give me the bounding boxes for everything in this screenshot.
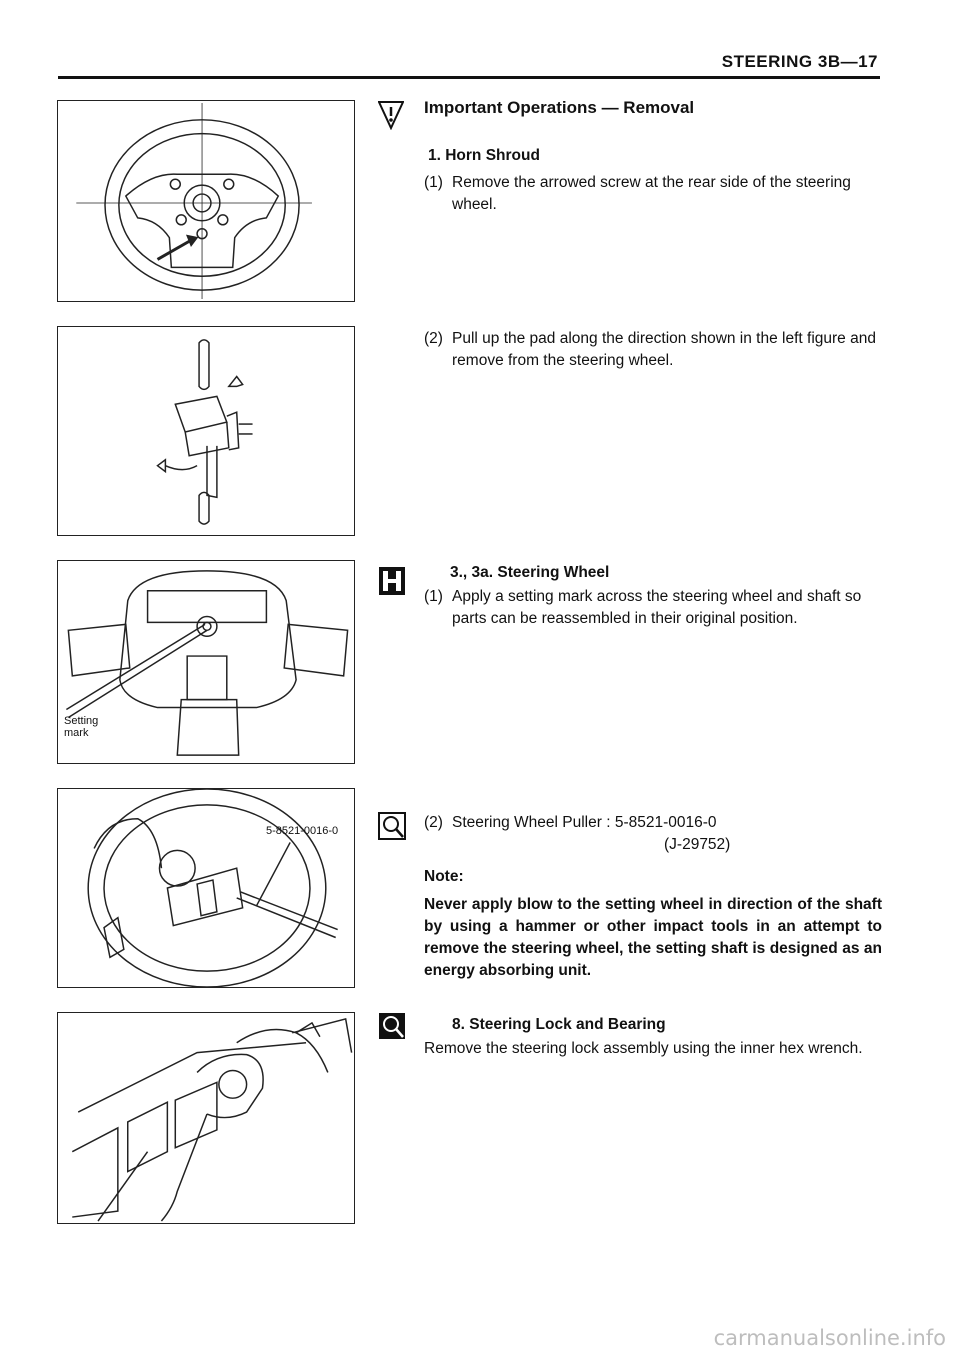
steering-lock-text: Remove the steering lock assembly using the inner hex wrench.: [424, 1040, 863, 1057]
figure-pad-removal: [57, 326, 355, 536]
steering-wheel-puller-alt-number: (J-29752): [664, 836, 731, 853]
puller-part-number-caption: 5-8521-0016-0: [266, 825, 339, 837]
figure-steering-wheel-puller: [57, 788, 355, 988]
caption-line-1: Setting: [64, 715, 99, 727]
watermark-text: carmanualsonline.info: [713, 1326, 946, 1350]
figure-steering-lock: [57, 1012, 355, 1224]
header-rule: [58, 76, 880, 79]
steering-wheel-title: 3., 3a. Steering Wheel: [450, 564, 610, 581]
horn-shroud-step2-text: Pull up the pad along the direction shown in the left figure and remove from the steering wheel.: [452, 330, 876, 369]
steering-wheel-step1-text: Apply a setting mark across the steering wheel and shaft so parts can be reassembled in their original position.: [452, 588, 862, 627]
important-operations-heading: Important Operations — Removal: [424, 98, 695, 117]
important-triangle-icon: [378, 100, 404, 128]
step-number: (1): [424, 588, 443, 605]
horn-shroud-step1-text: Remove the arrowed screw at the rear side of the steering wheel.: [452, 174, 851, 213]
disassembly-icon: [378, 566, 406, 596]
step-number: (2): [424, 814, 443, 831]
special-tool-icon: [378, 812, 406, 840]
note-text: Never apply blow to the setting wheel in direction of the shaft by using a hammer or other impact tools in an attempt to remove the steering wheel, the setting shaft is designed as an energy absorbing unit.: [424, 896, 882, 979]
steering-wheel-puller-label: Steering Wheel Puller : 5-8521-0016-0: [452, 814, 717, 831]
steering-lock-title: 8. Steering Lock and Bearing: [452, 1016, 666, 1033]
setting-mark-caption: [64, 715, 98, 739]
horn-shroud-title: 1. Horn Shroud: [428, 147, 540, 164]
note-label: Note:: [424, 868, 464, 885]
pad-removal-illustration: [58, 327, 354, 535]
step-number: (2): [424, 330, 443, 347]
setting-mark-illustration: [58, 561, 354, 763]
step-number: (1): [424, 174, 443, 191]
page-header-title: STEERING 3B—17: [721, 52, 878, 71]
figure-steering-wheel-front: [57, 100, 355, 302]
steering-wheel-illustration: [58, 101, 354, 301]
special-tool-icon: [378, 1012, 406, 1040]
steering-lock-illustration: [58, 1013, 354, 1223]
caption-line-2: mark: [64, 727, 89, 739]
puller-illustration: [58, 789, 354, 987]
figure-setting-mark: [57, 560, 355, 764]
